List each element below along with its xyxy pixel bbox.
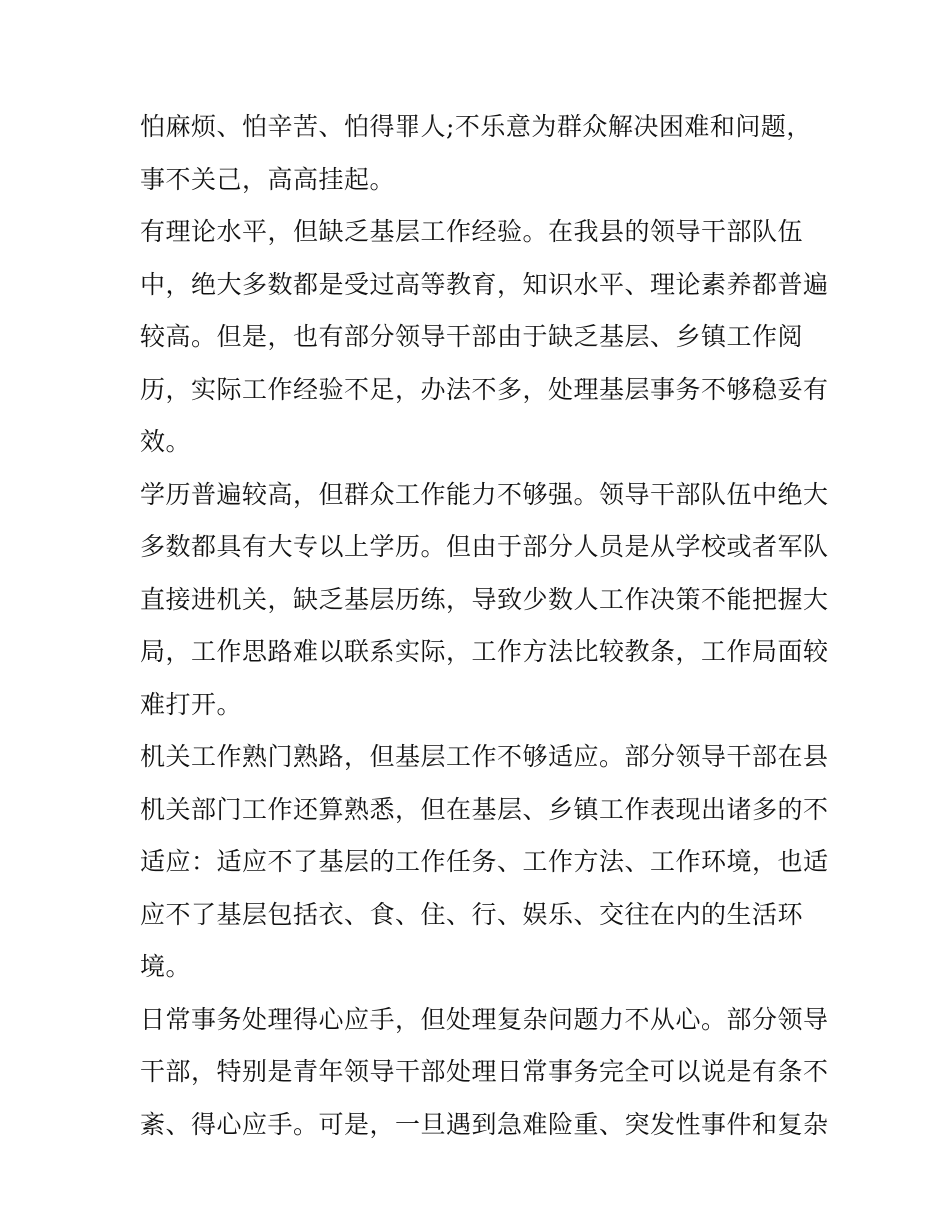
- text-line: 机关工作熟门熟路，但基层工作不够适应。部分领导干部在县: [140, 742, 829, 771]
- text-line: 干部，特别是青年领导干部处理日常事务完全可以说是有条不: [140, 1057, 829, 1086]
- text-line: 境。: [140, 952, 192, 981]
- text-line: 应不了基层包括衣、食、住、行、娱乐、交往在内的生活环: [140, 899, 804, 929]
- text-line: 学历普遍较高，但群众工作能力不够强。领导干部队伍中绝大: [140, 479, 829, 509]
- text-line: 紊、得心应手。可是，一旦遇到急难险重、突发性事件和复杂: [140, 1109, 829, 1139]
- text-line: 直接进机关，缺乏基层历练，导致少数人工作决策不能把握大: [140, 584, 829, 614]
- text-line: 有理论水平，但缺乏基层工作经验。在我县的领导干部队伍: [140, 217, 804, 246]
- text-line: 多数都具有大专以上学历。但由于部分人员是从学校或者军队: [140, 532, 829, 561]
- text-line: 局，工作思路难以联系实际，工作方法比较教条，工作局面较: [140, 637, 829, 666]
- text-line: 日常事务处理得心应手，但处理复杂问题力不从心。部分领导: [140, 1004, 829, 1034]
- text-line: 怕麻烦、怕辛苦、怕得罪人;不乐意为群众解决困难和问题，: [140, 112, 812, 141]
- text-line: 中，绝大多数都是受过高等教育，知识水平、理论素养都普遍: [140, 269, 829, 299]
- text-line: 适应：适应不了基层的工作任务、工作方法、工作环境，也适: [140, 847, 829, 876]
- text-line: 较高。但是，也有部分领导干部由于缺乏基层、乡镇工作阅: [140, 322, 804, 351]
- text-line: 难打开。: [140, 689, 243, 719]
- text-line: 事不关己，高高挂起。: [140, 164, 396, 194]
- body-text: [140, 101, 829, 1151]
- text-line: 效。: [140, 427, 192, 456]
- text-line: 历，实际工作经验不足，办法不多，处理基层事务不够稳妥有: [140, 374, 829, 404]
- text-line: 机关部门工作还算熟悉，但在基层、乡镇工作表现出诸多的不: [140, 794, 829, 824]
